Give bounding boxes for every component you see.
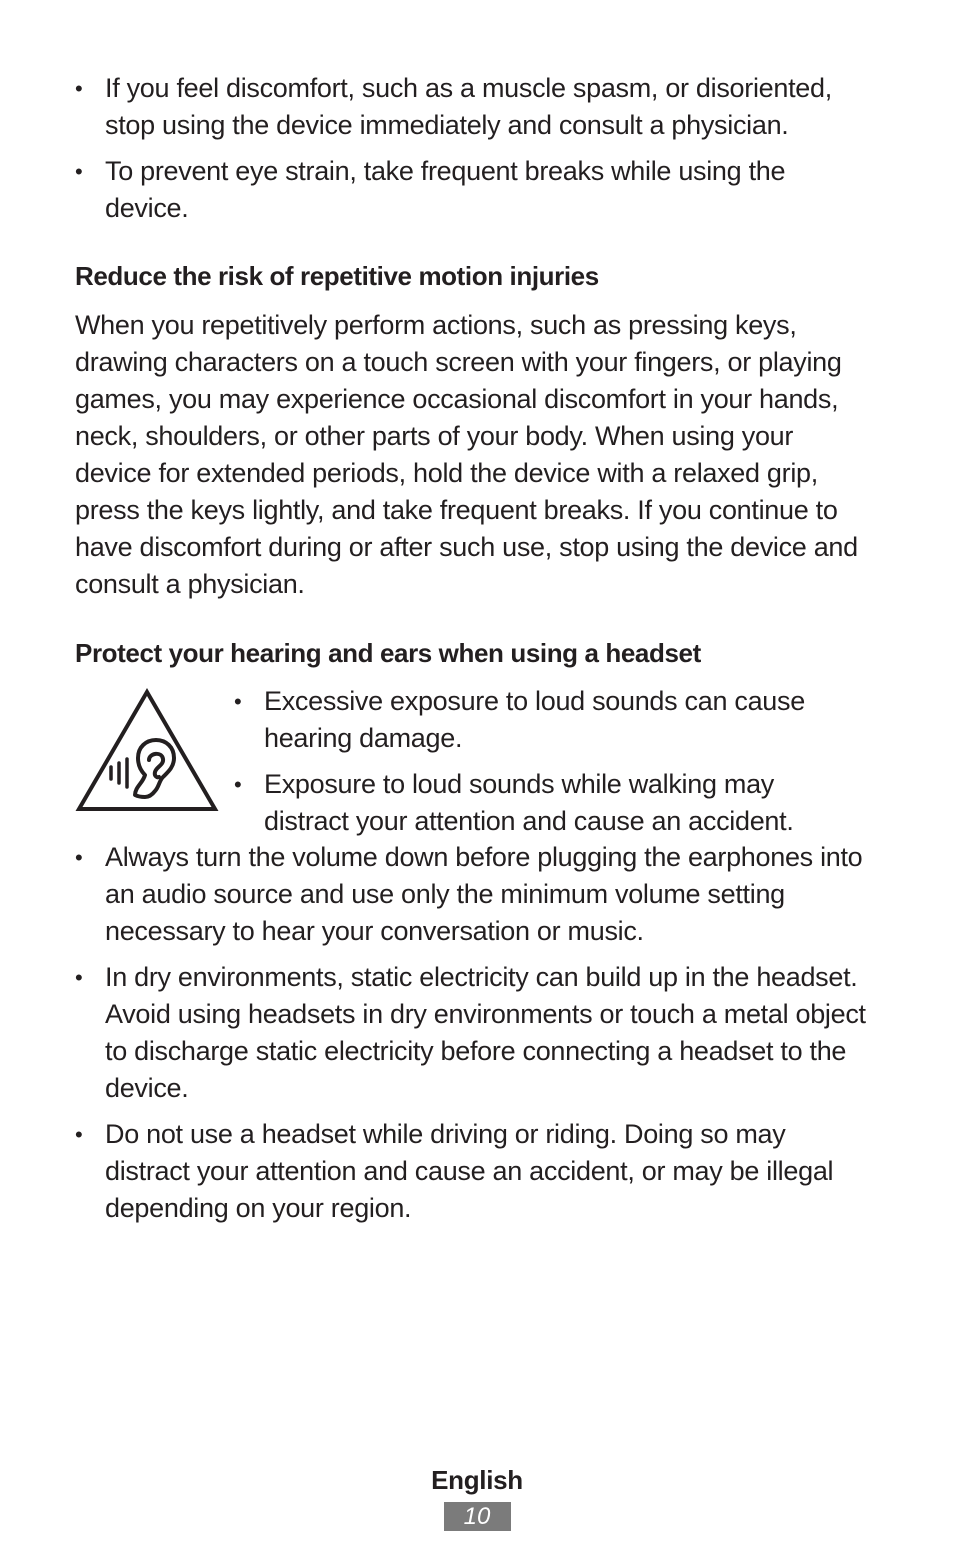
list-item: [75, 153, 870, 227]
bullet-icon: •: [75, 1122, 83, 1147]
list-item: [75, 70, 870, 144]
section-heading-repetitive: Reduce the risk of repetitive motion injuries: [75, 261, 599, 291]
hearing-bullet-list: [75, 839, 870, 1227]
bullet-icon: •: [234, 689, 242, 714]
bullet-icon: •: [234, 772, 242, 797]
page-number-badge: 10: [444, 1502, 511, 1531]
list-item-text: Do not use a headset while driving or riding. Doing so may distract your attention and cause an accident, or may be illegal depending on your region.: [105, 1119, 834, 1223]
list-item: [75, 1116, 870, 1227]
bullet-icon: •: [75, 159, 83, 184]
list-item: [75, 839, 870, 950]
section-heading-hearing: Protect your hearing and ears when using a headset: [75, 638, 701, 668]
section-body-repetitive: When you repetitively perform actions, such as pressing keys, drawing characters on a touch screen with your fingers, or playing games, you may experience occasional discomfort in your hands, neck, shoulders, or other parts of your body. When using your device for extended periods, hold the device with a relaxed grip, press the keys lightly, and take frequent breaks. If you continue to have discomfort during or after such use, stop using the device and consult a physician.: [75, 310, 858, 599]
top-bullet-list: [75, 70, 870, 227]
list-item-text: Excessive exposure to loud sounds can cause hearing damage.: [264, 686, 805, 753]
list-item-text: Always turn the volume down before plugging the earphones into an audio source and use only the minimum volume setting necessary to hear your conversation or music.: [105, 842, 863, 946]
list-item: [234, 766, 854, 840]
hearing-warning-icon: [75, 687, 219, 813]
list-item-text: Exposure to loud sounds while walking may distract your attention and cause an accident.: [264, 769, 794, 836]
footer-language: English: [431, 1465, 523, 1495]
manual-page: [75, 70, 870, 1236]
page-footer: [0, 1463, 954, 1531]
list-item-text: To prevent eye strain, take frequent breaks while using the device.: [105, 156, 786, 223]
list-item: [75, 959, 870, 1107]
bullet-icon: •: [75, 76, 83, 101]
hearing-warning-block: [75, 683, 870, 839]
bullet-icon: •: [75, 845, 83, 870]
bullet-icon: •: [75, 965, 83, 990]
icon-bullet-list: [234, 683, 854, 849]
list-item: [234, 683, 854, 757]
list-item-text: In dry environments, static electricity can build up in the headset. Avoid using headsets in dry environments or touch a metal object to discharge static electricity before connecting a headset to the device.: [105, 962, 866, 1103]
list-item-text: If you feel discomfort, such as a muscle spasm, or disoriented, stop using the device immediately and consult a physician.: [105, 73, 832, 140]
